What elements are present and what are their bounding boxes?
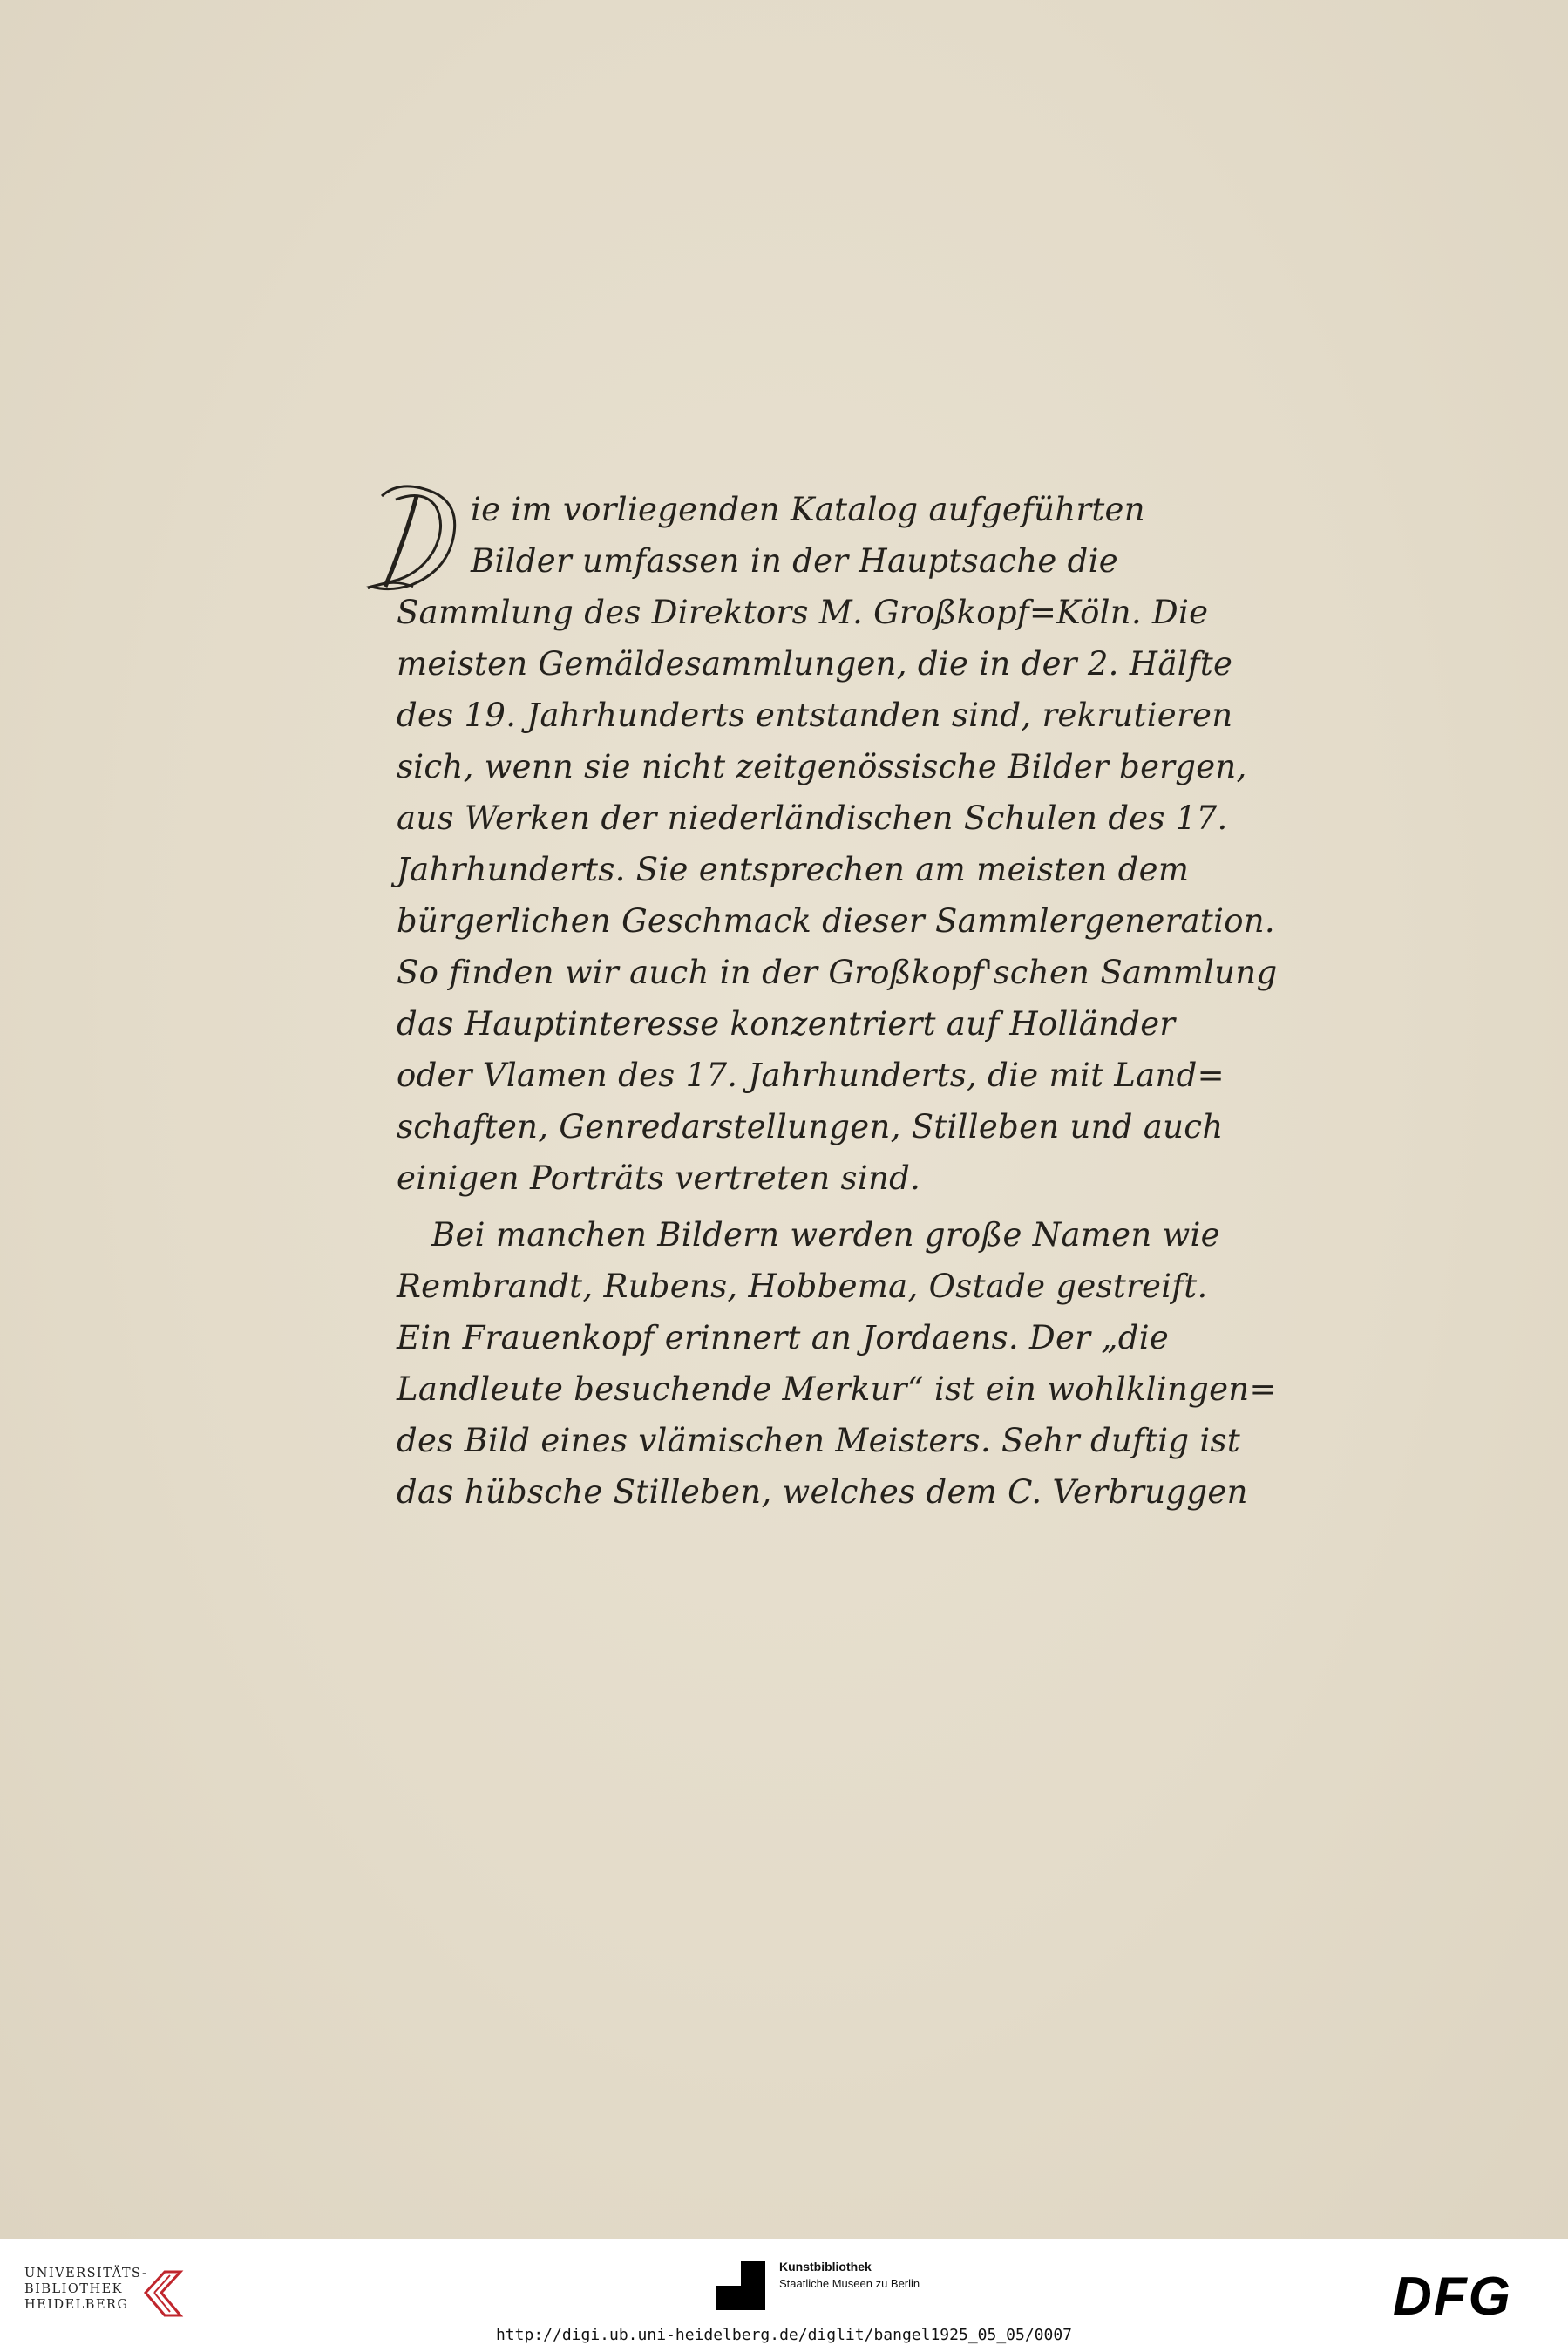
permalink-url[interactable]: http://digi.ub.uni-heidelberg.de/diglit/bangel1925_05_05/0007 — [495, 2326, 1073, 2344]
text-line: Sammlung des Direktors M. Großkopf=Köln. Die — [397, 594, 1209, 631]
text-line: das hübsche Stilleben, welches dem C. Verbruggen — [397, 1473, 1248, 1511]
text-line: schaften, Genredarstellungen, Stilleben und auch — [397, 1108, 1224, 1145]
text-line: einigen Porträts vertreten sind. — [397, 1159, 921, 1197]
library-name-line3: HEIDELBERG — [24, 2298, 129, 2312]
dropcap — [366, 484, 479, 595]
text-line: Bei manchen Bildern werden große Namen wie — [431, 1216, 1220, 1254]
kunstbibliothek-logo[interactable] — [716, 2258, 995, 2319]
text-line: ie im vorliegenden Katalog aufgeführten — [471, 491, 1145, 528]
library-emblem-icon — [142, 2267, 186, 2321]
text-line: das Hauptinteresse konzentriert auf Holländer — [397, 1005, 1176, 1043]
kunstbibliothek-title: Kunstbibliothek — [779, 2260, 872, 2274]
text-line: des 19. Jahrhunderts entstanden sind, rekrutieren — [397, 697, 1233, 734]
text-line: So finden wir auch in der Großkopf'schen Sammlung — [397, 954, 1278, 991]
text-line: Landleute besuchende Merkur“ ist ein wohlklingen= — [397, 1370, 1277, 1408]
dfg-logo[interactable]: DFG — [1393, 2267, 1512, 2327]
text-line: Bilder umfassen in der Hauptsache die — [471, 542, 1118, 580]
text-line: des Bild eines vlämischen Meisters. Sehr duftig ist — [397, 1422, 1241, 1459]
kunstbibliothek-emblem-icon — [716, 2261, 767, 2312]
text-line: meisten Gemäldesammlungen, die in der 2. Hälfte — [397, 645, 1233, 683]
text-line: sich, wenn sie nicht zeitgenössische Bilder bergen, — [397, 748, 1247, 785]
text-line: Rembrandt, Rubens, Hobbema, Ostade gestreift. — [397, 1268, 1208, 1305]
text-line: bürgerlichen Geschmack dieser Sammlergeneration. — [397, 902, 1275, 940]
text-line: aus Werken der niederländischen Schulen des 17. — [397, 799, 1228, 837]
kunstbibliothek-subtitle: Staatliche Museen zu Berlin — [779, 2277, 920, 2290]
library-name-line1: UNIVERSITÄTS- — [24, 2267, 148, 2281]
dropcap-letter: D — [392, 487, 394, 488]
text-line: oder Vlamen des 17. Jahrhunderts, die mit Land= — [397, 1057, 1225, 1094]
university-library-logo[interactable] — [24, 2267, 190, 2319]
text-line: Ein Frauenkopf erinnert an Jordaens. Der „die — [397, 1319, 1170, 1356]
library-name-line2: BIBLIOTHEK — [24, 2282, 124, 2296]
dropcap-flourish — [366, 484, 479, 595]
text-line: Jahrhunderts. Sie entsprechen am meisten dem — [397, 851, 1190, 888]
